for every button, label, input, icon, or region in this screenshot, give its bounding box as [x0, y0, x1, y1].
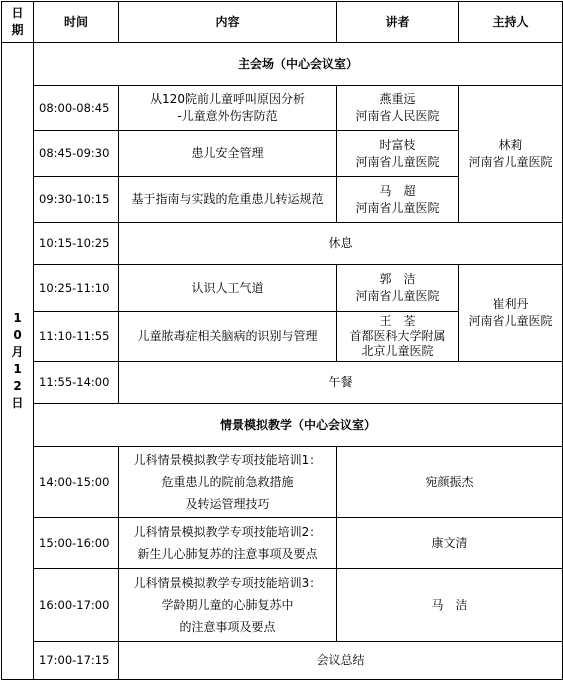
content-cell: 儿科情景模拟教学专项技能培训1： 危重患儿的院前急救措施 及转运管理技巧 — [119, 447, 337, 518]
host-cell: 林莉 河南省儿童医院 — [459, 86, 563, 223]
table-row — [2, 265, 563, 312]
content-cell: 儿科情景模拟教学专项技能培训2： 新生儿心肺复苏的注意事项及要点 — [119, 518, 337, 569]
header-row — [2, 2, 563, 43]
time-cell: 10:15-10:25 — [34, 223, 119, 265]
time-cell: 11:10-11:55 — [34, 312, 119, 362]
section-title-main: 主会场（中心会议室） — [34, 43, 563, 86]
table-row — [2, 86, 563, 131]
section-title-sim: 情景模拟教学（中心会议室） — [34, 404, 563, 447]
time-cell: 09:30-10:15 — [34, 177, 119, 223]
schedule-table — [1, 1, 563, 680]
table-row — [2, 569, 563, 642]
section-row — [2, 43, 563, 86]
table-row — [2, 447, 563, 518]
table-row — [2, 518, 563, 569]
speaker-cell: 马 洁 — [337, 569, 563, 642]
speaker-cell: 康文清 — [337, 518, 563, 569]
time-cell: 10:25-11:10 — [34, 265, 119, 312]
header-time: 时间 — [34, 2, 119, 43]
time-cell: 11:55-14:00 — [34, 362, 119, 404]
section-row — [2, 404, 563, 447]
date-cell: 10月12日 — [2, 43, 34, 680]
speaker-cell: 时富枝 河南省儿童医院 — [337, 131, 459, 177]
header-date: 日期 — [2, 2, 34, 43]
time-cell: 15:00-16:00 — [34, 518, 119, 569]
content-cell: 患儿安全管理 — [119, 131, 337, 177]
time-cell: 14:00-15:00 — [34, 447, 119, 518]
time-cell: 08:45-09:30 — [34, 131, 119, 177]
speaker-cell: 燕重远 河南省人民医院 — [337, 86, 459, 131]
content-cell: 认识人工气道 — [119, 265, 337, 312]
content-cell: 儿童脓毒症相关脑病的识别与管理 — [119, 312, 337, 362]
content-cell: 从120院前儿童呼叫原因分析 -儿童意外伤害防范 — [119, 86, 337, 131]
host-cell: 崔利丹 河南省儿童医院 — [459, 265, 563, 362]
content-cell: 休息 — [119, 223, 563, 265]
table-row — [2, 223, 563, 265]
content-cell: 午餐 — [119, 362, 563, 404]
table-row — [2, 642, 563, 680]
time-cell: 16:00-17:00 — [34, 569, 119, 642]
content-cell: 儿科情景模拟教学专项技能培训3： 学龄期儿童的心肺复苏中 的注意事项及要点 — [119, 569, 337, 642]
speaker-cell: 王 荃 首都医科大学附属 北京儿童医院 — [337, 312, 459, 362]
speaker-cell: 马 超 河南省儿童医院 — [337, 177, 459, 223]
time-cell: 08:00-08:45 — [34, 86, 119, 131]
speaker-cell: 郭 洁 河南省儿童医院 — [337, 265, 459, 312]
table-row — [2, 362, 563, 404]
time-cell: 17:00-17:15 — [34, 642, 119, 680]
header-host: 主持人 — [459, 2, 563, 43]
content-cell: 基于指南与实践的危重患儿转运规范 — [119, 177, 337, 223]
content-cell: 会议总结 — [119, 642, 563, 680]
header-content: 内容 — [119, 2, 337, 43]
header-speaker: 讲者 — [337, 2, 459, 43]
speaker-cell: 宛颜振杰 — [337, 447, 563, 518]
